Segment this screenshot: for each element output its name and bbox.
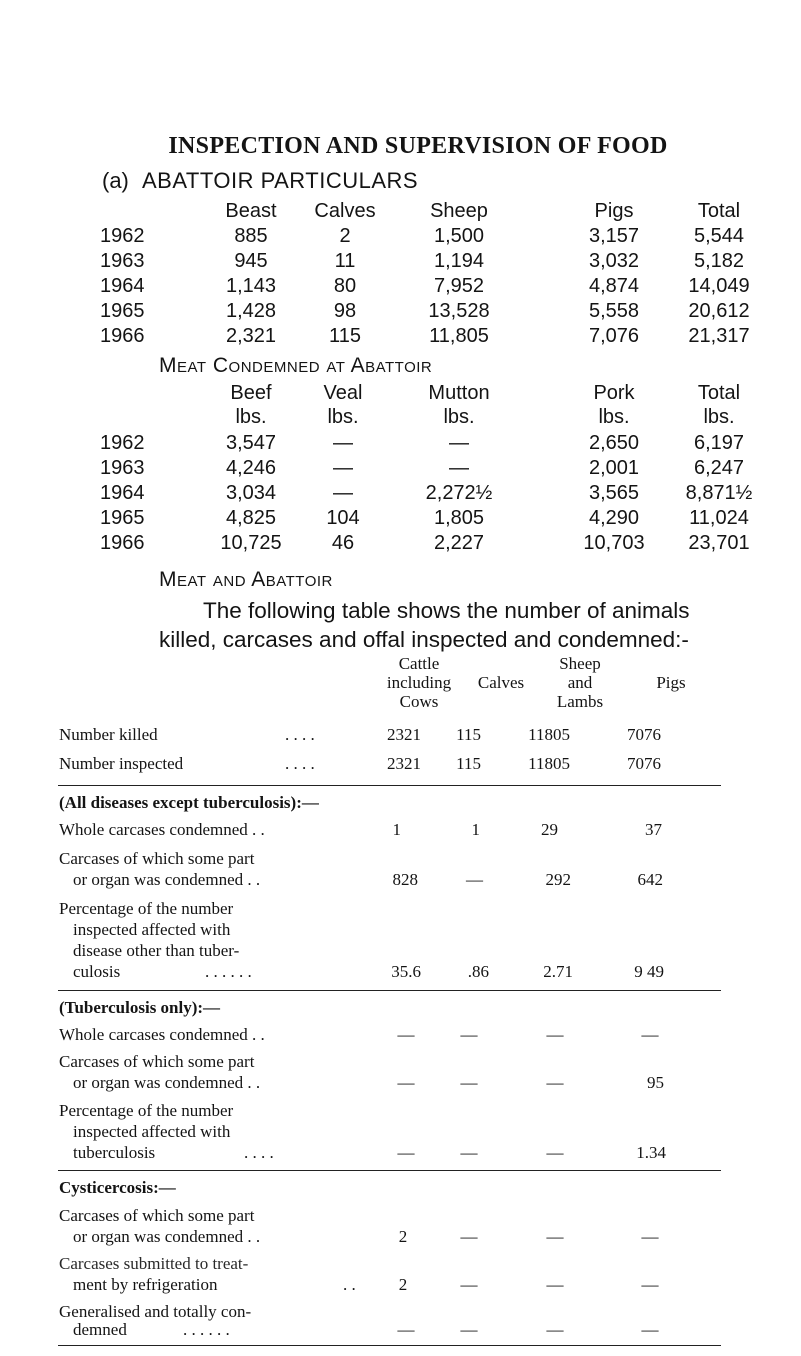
meat-condemned-title: Meat Condemned at Abattoir: [159, 354, 433, 377]
intro-paragraph-line-2: killed, carcases and offal inspected and condemned:-: [159, 627, 689, 652]
table-cell: —: [333, 457, 353, 479]
table-cell: 642: [637, 870, 663, 889]
table-cell: —: [641, 1227, 659, 1246]
row-year: 1963: [100, 457, 145, 479]
page-title: INSPECTION AND SUPERVISION OF FOOD: [168, 133, 668, 159]
row-label-inspected: Number inspected: [59, 754, 184, 773]
row-label: or organ was condemned . .: [73, 1073, 261, 1092]
table-cell: 14,049: [688, 275, 750, 297]
table-cell: 11,024: [689, 507, 749, 529]
row-label: demned: [73, 1320, 127, 1339]
section-a-label: (a): [102, 168, 129, 193]
table-cell: 95: [647, 1073, 664, 1092]
table-cell: 828: [392, 870, 418, 889]
col-header-sheep-line2: and: [567, 673, 593, 692]
table-cell: —: [546, 1073, 564, 1092]
table-cell: 9 49: [634, 962, 664, 981]
col-header-veal: Veal: [323, 382, 363, 404]
table-cell: 2321: [387, 725, 421, 744]
row-label: Whole carcases condemned . .: [59, 1025, 265, 1044]
col-header-sheep-line1: Sheep: [559, 654, 601, 673]
leader-dots: . . . .: [244, 1143, 274, 1162]
row-label: culosis: [73, 962, 121, 981]
divider: [58, 1170, 721, 1171]
table-cell: 29: [541, 820, 558, 839]
table-cell: 2: [398, 1227, 408, 1246]
table-cell: 1,428: [225, 300, 277, 322]
row-year: 1965: [100, 300, 145, 322]
col-header-sheep: Sheep: [430, 200, 488, 222]
table-cell: 1,805: [433, 507, 485, 529]
col-header-mutton: Mutton: [428, 382, 490, 404]
table-cell: —: [641, 1025, 659, 1044]
table-cell: 20,612: [688, 300, 750, 322]
table-cell: —: [466, 870, 483, 889]
table-cell: 885: [234, 225, 268, 247]
section-heading-tuberculosis: (Tuberculosis only):—: [59, 998, 221, 1017]
row-year: 1965: [100, 507, 145, 529]
table-cell: —: [641, 1275, 659, 1294]
table-cell: 3,157: [588, 225, 640, 247]
table-cell: 7,952: [433, 275, 485, 297]
table-cell: 11,805: [429, 325, 489, 347]
row-year: 1962: [100, 225, 145, 247]
table-cell: 1: [471, 820, 480, 839]
leader-dots: . . . . . .: [183, 1320, 230, 1339]
table-cell: 37: [645, 820, 662, 839]
table-cell: —: [397, 1073, 415, 1092]
row-year: 1966: [100, 325, 145, 347]
col-header-pigs: Pigs: [594, 200, 634, 222]
table-cell: 4,825: [225, 507, 277, 529]
table-cell: 5,544: [693, 225, 745, 247]
col-header-pork: Pork: [593, 382, 635, 404]
unit-label: lbs.: [703, 406, 735, 428]
row-year: 1966: [100, 532, 145, 554]
table-cell: 21,317: [688, 325, 750, 347]
row-label: Carcases of which some part: [59, 1052, 255, 1071]
table-cell: 35.6: [391, 962, 421, 981]
divider: [58, 785, 721, 786]
divider: [58, 1345, 721, 1346]
table-cell: —: [460, 1227, 478, 1246]
table-cell: 115: [456, 725, 481, 744]
table-cell: —: [449, 457, 469, 479]
row-year: 1964: [100, 275, 145, 297]
table-cell: —: [641, 1320, 659, 1339]
table-cell: —: [460, 1073, 478, 1092]
table-cell: 8,871½: [685, 482, 753, 504]
table-cell: 945: [234, 250, 268, 272]
row-label: ment by refrigeration: [73, 1275, 218, 1294]
table-cell: 115: [456, 754, 481, 773]
table-cell: —: [397, 1143, 415, 1162]
col-header-calves: Calves: [314, 200, 376, 222]
table-cell: 11: [334, 250, 356, 272]
table-cell: —: [546, 1275, 564, 1294]
table-cell: —: [546, 1227, 564, 1246]
col-header-calves: Calves: [477, 673, 525, 692]
table-cell: 5,182: [693, 250, 745, 272]
row-year: 1962: [100, 432, 145, 454]
table-cell: —: [460, 1143, 478, 1162]
table-cell: 115: [329, 325, 361, 347]
row-year: 1964: [100, 482, 145, 504]
row-label: or organ was condemned . .: [73, 1227, 261, 1246]
leader-dots: . . . .: [285, 725, 315, 744]
table-cell: 7076: [627, 754, 661, 773]
row-year: 1963: [100, 250, 145, 272]
table-cell: 6,247: [693, 457, 745, 479]
table-cell: 292: [545, 870, 571, 889]
table-cell: —: [546, 1320, 564, 1339]
table-cell: 7,076: [588, 325, 640, 347]
table-cell: 13,528: [428, 300, 490, 322]
col-header-cattle-line2: including: [386, 673, 452, 692]
col-header-beef: Beef: [230, 382, 272, 404]
table-cell: 4,290: [588, 507, 640, 529]
col-header-beast: Beast: [225, 200, 277, 222]
table-cell: 1,194: [433, 250, 485, 272]
table-cell: 2,321: [225, 325, 277, 347]
table-cell: —: [333, 482, 353, 504]
table-cell: 11805: [528, 754, 570, 773]
row-label: Percentage of the number: [59, 1101, 234, 1120]
table-cell: —: [460, 1025, 478, 1044]
col-header-total: Total: [697, 382, 741, 404]
table-cell: 10,725: [220, 532, 282, 554]
row-label: inspected affected with: [73, 1122, 231, 1141]
row-label: Carcases of which some part: [59, 849, 255, 868]
table-cell: —: [397, 1320, 415, 1339]
table-cell: 2,650: [588, 432, 640, 454]
table-cell: 5,558: [588, 300, 640, 322]
section-heading-all-diseases: (All diseases except tuberculosis):—: [59, 793, 319, 812]
row-label: disease other than tuber-: [73, 941, 240, 960]
table-cell: 46: [331, 532, 355, 554]
table-cell: 2,001: [588, 457, 640, 479]
table-cell: 1.34: [636, 1143, 666, 1162]
table-cell: 11805: [528, 725, 570, 744]
table-cell: 3,034: [225, 482, 277, 504]
table-cell: .86: [467, 962, 489, 981]
col-header-pigs: Pigs: [656, 673, 686, 692]
table-cell: 2: [339, 225, 351, 247]
unit-label: lbs.: [443, 406, 475, 428]
table-cell: 104: [326, 507, 360, 529]
table-cell: 98: [333, 300, 357, 322]
divider: [58, 990, 721, 991]
table-cell: 80: [333, 275, 357, 297]
row-label: tuberculosis: [73, 1143, 156, 1162]
row-label-killed: Number killed: [59, 725, 158, 744]
leader-dots: . . . .: [285, 754, 315, 773]
table-cell: 2,227: [433, 532, 485, 554]
table-cell: 2321: [387, 754, 421, 773]
table-cell: 7076: [627, 725, 661, 744]
table-cell: 10,703: [583, 532, 645, 554]
row-label: Carcases of which some part: [59, 1206, 255, 1225]
table-cell: 3,032: [588, 250, 640, 272]
table-cell: 23,701: [688, 532, 750, 554]
table-cell: 1,143: [225, 275, 277, 297]
leader-dots: . . . . . .: [205, 962, 252, 981]
unit-label: lbs.: [598, 406, 630, 428]
section-heading-cysticercosis: Cysticercosis:—: [59, 1178, 176, 1197]
table-cell: 3,565: [588, 482, 640, 504]
unit-label: lbs.: [327, 406, 359, 428]
table-cell: —: [333, 432, 353, 454]
row-label: Whole carcases condemned . .: [59, 820, 265, 839]
col-header-total: Total: [697, 200, 741, 222]
table-cell: 4,246: [225, 457, 277, 479]
abattoir-particulars-title: ABATTOIR PARTICULARS: [142, 168, 419, 193]
table-cell: —: [460, 1275, 478, 1294]
intro-paragraph-line-1: The following table shows the number of animals: [203, 598, 690, 623]
table-cell: 4,874: [588, 275, 640, 297]
table-cell: —: [546, 1143, 564, 1162]
col-header-sheep-line3: Lambs: [556, 692, 604, 711]
table-cell: —: [397, 1025, 415, 1044]
row-label: or organ was condemned . .: [73, 870, 261, 889]
table-cell: 6,197: [693, 432, 745, 454]
table-cell: 2,272½: [425, 482, 493, 504]
meat-and-abattoir-title: Meat and Abattoir: [159, 568, 333, 591]
col-header-cattle-line3: Cows: [399, 692, 439, 711]
table-cell: 1: [392, 820, 401, 839]
table-cell: 3,547: [225, 432, 277, 454]
col-header-cattle-line1: Cattle: [398, 654, 440, 673]
leader-dots: . .: [343, 1275, 356, 1294]
table-cell: 1,500: [433, 225, 485, 247]
table-cell: 2.71: [543, 962, 573, 981]
row-label: Percentage of the number: [59, 899, 234, 918]
table-cell: —: [460, 1320, 478, 1339]
table-cell: 2: [398, 1275, 408, 1294]
row-label: inspected affected with: [73, 920, 231, 939]
table-cell: —: [546, 1025, 564, 1044]
row-label: Generalised and totally con-: [59, 1302, 252, 1321]
table-cell: —: [449, 432, 469, 454]
unit-label: lbs.: [235, 406, 267, 428]
row-label: Carcases submitted to treat-: [59, 1254, 249, 1273]
